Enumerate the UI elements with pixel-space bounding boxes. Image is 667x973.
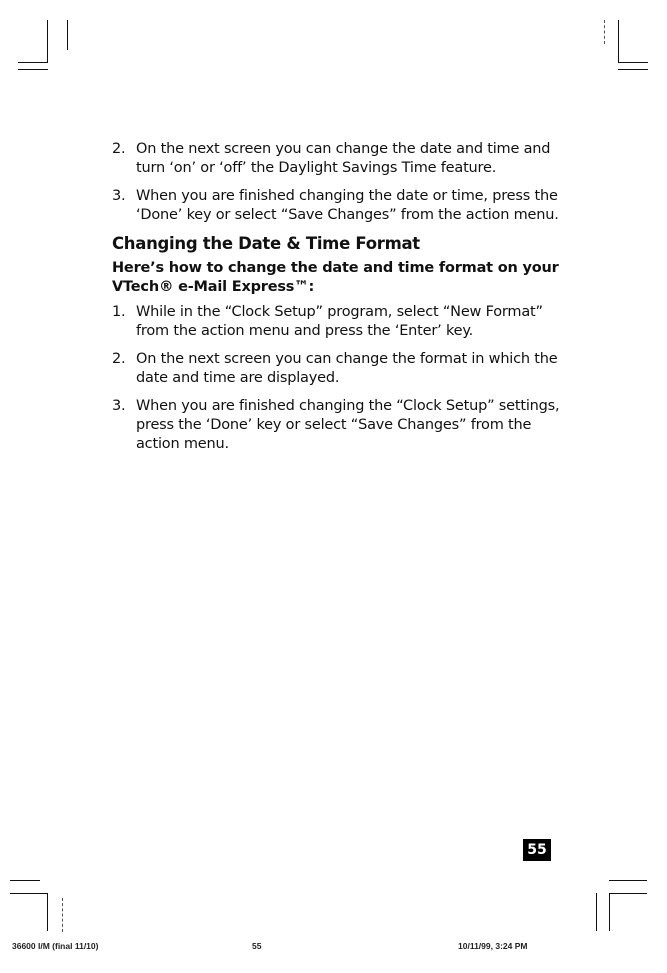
crop-mark-bottom-left-vertical [47,893,48,931]
crop-mark-top-right-dashed [604,20,605,44]
crop-mark-top-right-horizontal-1 [618,62,648,63]
steps-bottom-list [112,303,564,454]
section-intro: Here’s how to change the date and time format on your VTech® e-Mail Express™: [112,260,559,295]
step-text: While in the “Clock Setup” program, select “New Format” from the action menu and press the ‘Enter’ key. [136,304,543,339]
crop-mark-bottom-left-dashed [62,898,63,932]
list-item [112,187,564,225]
crop-mark-bottom-left-horizontal-1 [10,880,40,881]
step-number: 3. [112,398,126,414]
crop-mark-bottom-right-horizontal-2 [609,893,647,894]
step-number: 1. [112,304,126,320]
step-number: 2. [112,351,126,367]
page-content [112,140,564,463]
step-text: When you are finished changing the “Clock Setup” settings, press the ‘Done’ key or select “Save Changes” from the action menu. [136,398,560,452]
crop-mark-top-right-horizontal-2 [618,69,648,70]
footer-page-number: 55 [252,941,262,951]
crop-mark-top-left-vertical-1 [47,20,48,62]
step-text: On the next screen you can change the date and time and turn ‘on’ or ‘off’ the Daylight Savings Time feature. [136,141,551,176]
step-text: On the next screen you can change the format in which the date and time are displayed. [136,351,558,386]
crop-mark-top-left-horizontal-2 [18,69,48,70]
step-number: 2. [112,141,126,157]
crop-mark-bottom-right-horizontal-1 [609,880,647,881]
step-number: 3. [112,188,126,204]
crop-mark-top-left-vertical-2 [67,20,68,50]
list-item [112,303,564,341]
step-text: When you are finished changing the date or time, press the ‘Done’ key or select “Save Changes” from the action menu. [136,188,559,223]
footer-timestamp: 10/11/99, 3:24 PM [458,941,528,951]
crop-mark-bottom-right-vertical-2 [609,893,610,931]
list-item [112,350,564,388]
footer-job-slug: 36600 I/M (final 11/10) [12,941,99,951]
crop-mark-top-left-horizontal-1 [18,62,48,63]
crop-mark-top-right-vertical [618,20,619,63]
steps-top-list [112,140,564,225]
section-title: Changing the Date & Time Format [112,234,420,253]
crop-mark-bottom-right-vertical-1 [596,893,597,931]
page-number-badge: 55 [523,839,551,861]
crop-mark-bottom-left-horizontal-2 [10,893,48,894]
list-item [112,140,564,178]
list-item [112,397,564,454]
